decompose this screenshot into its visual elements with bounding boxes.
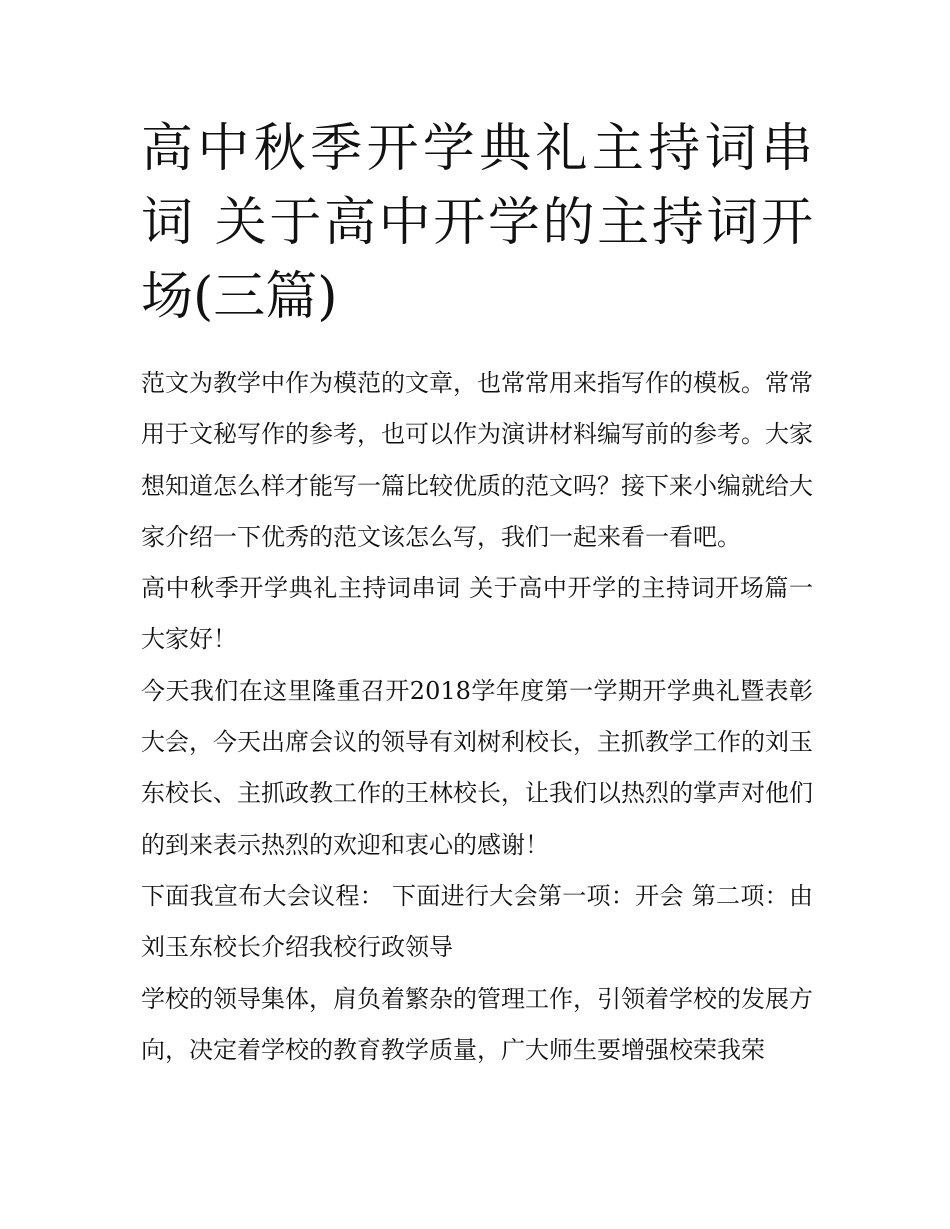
paragraph-agenda: 下面我宣布大会议程： 下面进行大会第一项：开会 第二项：由刘玉东校长介绍我校行政领导: [141, 881, 813, 962]
paragraph-opening: 今天我们在这里隆重召开2018学年度第一学期开学典礼暨表彰大会，今天出席会议的领导有刘树利校长，主抓教学工作的刘玉东校长、主抓政教工作的王林校长，让我们以热烈的掌声对他们的到来表示热烈的欢迎和衷心的感谢！: [141, 676, 813, 859]
paragraph-intro: 范文为教学中作为模范的文章，也常常用来指写作的模板。常常用于文秘写作的参考，也可以作为演讲材料编写前的参考。大家想知道怎么样才能写一篇比较优质的范文吗？接下来小编就给大家介绍一下优秀的范文该怎么写，我们一起来看一看吧。: [141, 369, 813, 551]
document-title: 高中秋季开学典礼主持词串词 关于高中开学的主持词开场(三篇): [141, 119, 813, 327]
document-page: [141, 112, 813, 1076]
document-body: [141, 358, 813, 1076]
paragraph-leadership: 学校的领导集体，肩负着繁杂的管理工作，引领着学校的发展方向，决定着学校的教育教学质量，广大师生要增强校荣我荣: [141, 984, 813, 1064]
paragraph-section-heading: 高中秋季开学典礼主持词串词 关于高中开学的主持词开场篇一 大家好！: [141, 574, 813, 654]
